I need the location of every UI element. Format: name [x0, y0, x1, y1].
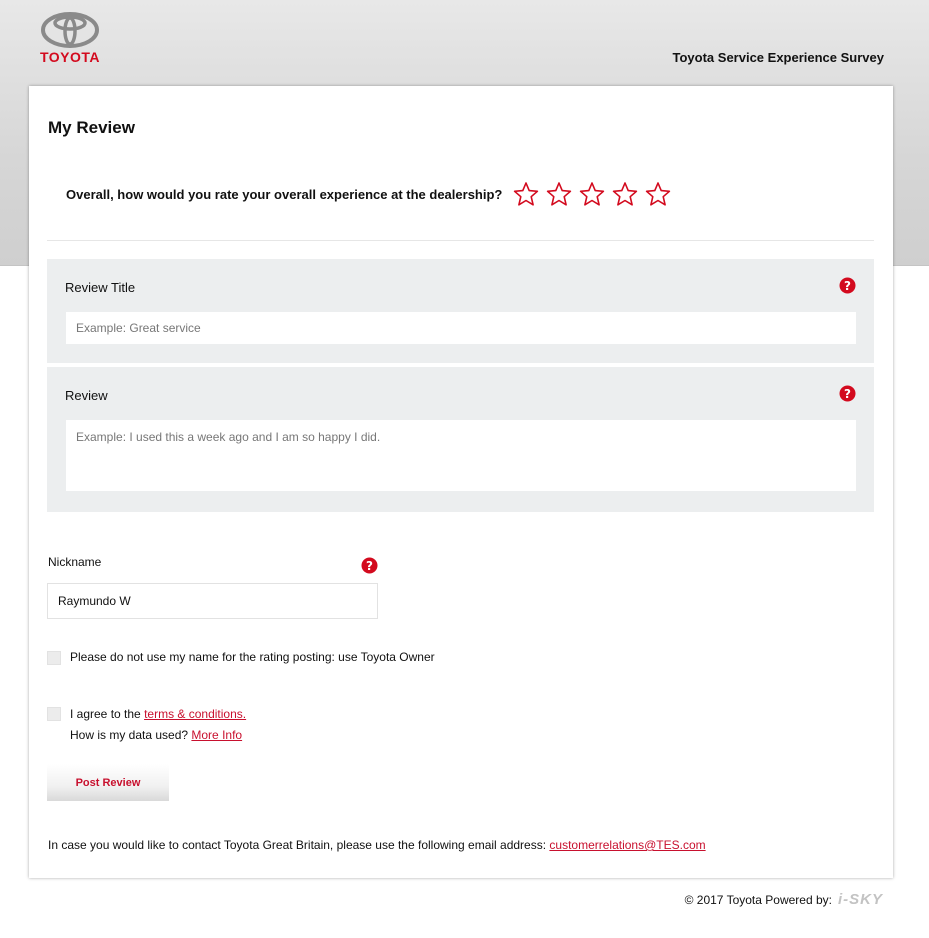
logo-text: TOYOTA [39, 49, 101, 65]
star-4-icon[interactable] [612, 181, 638, 207]
powered-by-logo[interactable]: i-SKY [837, 891, 883, 908]
svg-text:?: ? [844, 386, 851, 401]
star-5-icon[interactable] [645, 181, 671, 207]
anonymous-checkbox[interactable] [47, 651, 61, 665]
star-2-icon[interactable] [546, 181, 572, 207]
review-title-label: Review Title [65, 280, 136, 295]
svg-text:?: ? [844, 278, 851, 293]
star-1-icon[interactable] [513, 181, 539, 207]
agree-terms-checkbox[interactable] [47, 707, 61, 721]
review-body-input[interactable] [66, 420, 856, 491]
contact-email-link[interactable]: customerrelations@TES.com [549, 838, 706, 852]
terms-link[interactable]: terms & conditions. [144, 707, 247, 721]
anonymous-label: Please do not use my name for the rating posting: use Toyota Owner [70, 650, 435, 664]
data-usage-line [70, 728, 242, 742]
agree-prefix: I agree to the [70, 707, 145, 721]
divider [47, 240, 874, 241]
toyota-emblem-icon [40, 12, 100, 48]
footer [685, 891, 883, 908]
help-icon[interactable] [361, 557, 378, 574]
post-review-button[interactable]: Post Review [47, 764, 169, 801]
nickname-label: Nickname [48, 555, 102, 569]
star-3-icon[interactable] [579, 181, 605, 207]
agree-terms-label [70, 707, 246, 721]
review-title-panel [47, 259, 874, 363]
help-icon[interactable] [839, 385, 856, 402]
survey-title: Toyota Service Experience Survey [672, 50, 884, 65]
star-rating [513, 181, 671, 207]
review-body-label: Review [65, 388, 108, 403]
contact-line [48, 838, 706, 852]
page-title: My Review [48, 118, 135, 137]
contact-text: In case you would like to contact Toyota Great Britain, please use the following email address: [48, 838, 550, 852]
review-card [29, 86, 893, 878]
review-body-panel [47, 367, 874, 512]
more-info-link[interactable]: More Info [191, 728, 243, 742]
nickname-input[interactable] [47, 583, 378, 619]
svg-text:?: ? [366, 558, 373, 573]
copyright-text: © 2017 Toyota Powered by: [684, 892, 832, 907]
rating-question: Overall, how would you rate your overall experience at the dealership? [66, 187, 503, 202]
toyota-logo[interactable] [36, 12, 104, 70]
review-title-input[interactable] [66, 312, 856, 344]
help-icon[interactable] [839, 277, 856, 294]
data-question: How is my data used? [70, 728, 192, 742]
